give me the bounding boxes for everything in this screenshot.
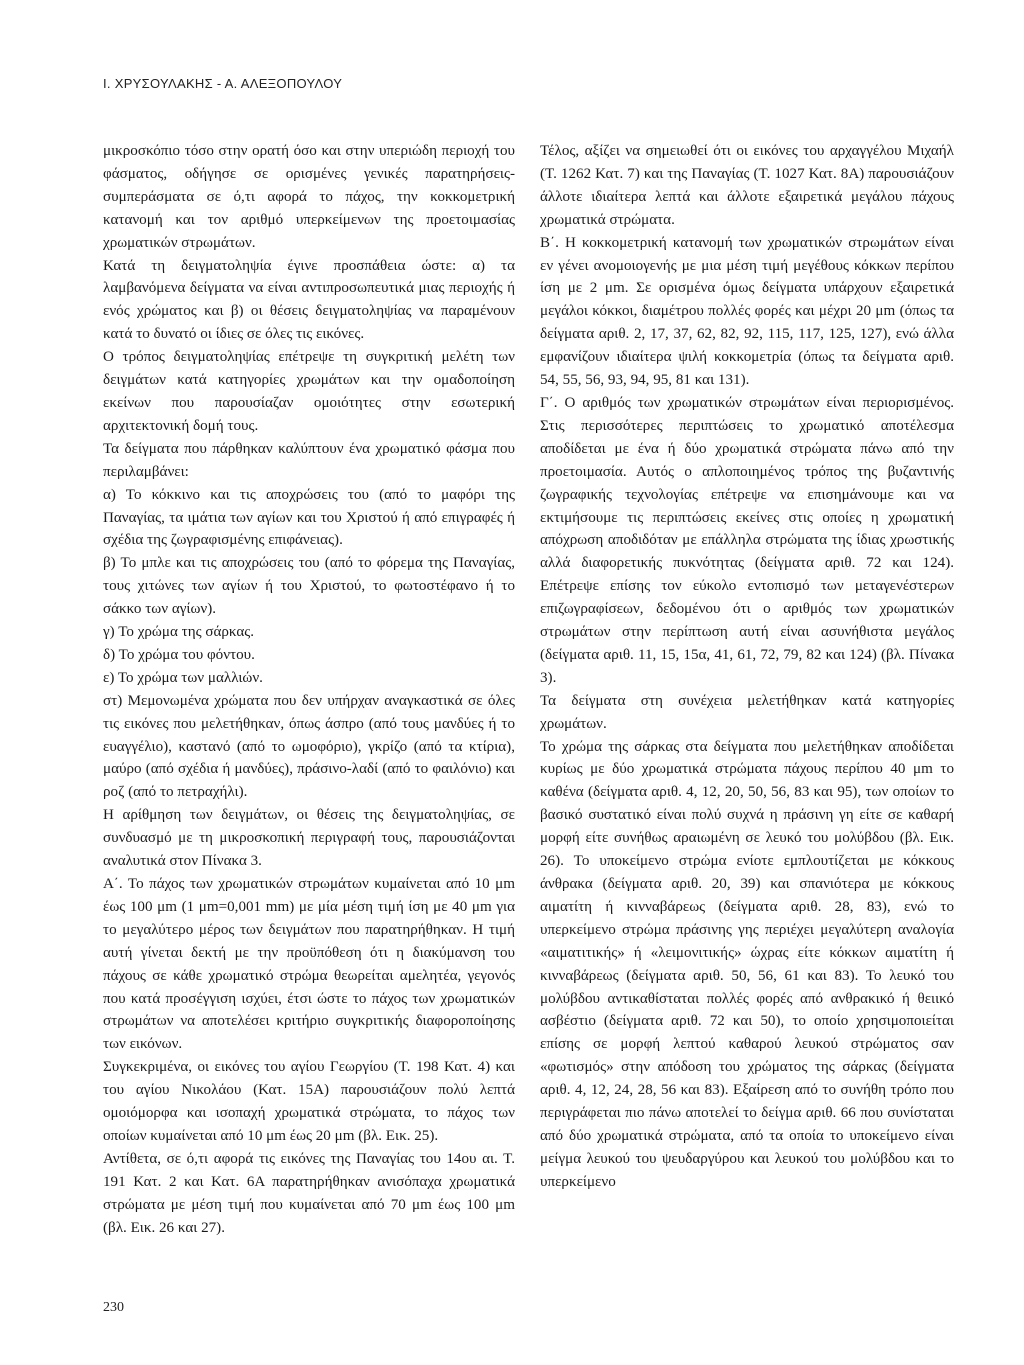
list-item: β) Το μπλε και τις αποχρώσεις του (από το φόρεμα της Παναγίας, τους χιτώνες των αγίων ή του Χριστού, το φωτοστέφανο ή το σάκκο των αγίων). [103,555,515,618]
paragraph: Το χρώμα της σάρκας στα δείγματα που μελετήθηκαν αποδίδεται κυρίως με δύο χρωματικά στρώματα πάχους περίπου 40 μm το καθένα (δείγματα αριθ. 4, 12, 20, 50, 56, 83 και 95), των οποίων το βασικό συστατικό είναι πολύ συχνά η πράσινη γη είτε σε καθαρή μορφή είτε συνήθως αραιωμένη σε λευκό του μολύβδου (βλ. Εικ. 26). Το υποκείμενο στρώμα ενίοτε εμπλουτίζεται με κόκκους άνθρακα (δείγματα αριθ. 20, 39) και σπανιότερα με κόκκους αιματίτη ή κινναβάρεως (δείγματα αριθ. 28, 83), ενώ το υπερκείμενο στρώμα πράσινης γης περιέχει μεγαλύτερη αναλογία «αιματιτικής» ή «λειμονιτικής» ώχρας είτε κόκκων αιματίτη ή κινναβάρεως (δείγματα αριθ. 50, 56, 61 και 83). Το λευκό του μολύβδου αντικαθίσταται πολλές φορές από ανθρακικό ή θειικό ασβέστιο (δείγματα αριθ. 72 και 50), το οποίο χρησιμοποιείται επίσης σε μορφή λεπτού καθαρού λευκού στρώματος σαν «φωτισμός» στην απόδοση του χρώματος της σάρκας (δείγματα αριθ. 4, 12, 24, 28, 56 και 83). Εξαίρεση από το συνήθη τρόπο που περιγράφεται πιο πάνω αποτελεί το δείγμα αριθ. 66 που συνίσταται από δύο χρωματικά στρώματα, από τα οποία το υποκείμενο είναι μείγμα λευκού του ψευδαργύρου και λευκού του μολύβδου και το υπερκείμενο [540,738,954,1190]
paragraph: Η αρίθμηση των δειγμάτων, οι θέσεις της δειγματοληψίας, σε συνδυασμό με τη μικροσκοπική περιγραφή τους, παρουσιάζονται αναλυτικά στον Πίνακα 3. [103,807,515,870]
list-item: ε) Το χρώμα των μαλλιών. [103,669,263,686]
paragraph: μικροσκόπιο τόσο στην ορατή όσο και στην υπεριώδη περιοχή του φάσματος, οδήγησε σε ορισμένες γενικές παρατηρήσεις-συμπεράσματα σε ό,τι αφορά το πάχος, την κοκκομετρική κατανομή και τον αριθμό υπερκείμενων της προετοιμασίας χρωματικών στρωμάτων. [103,143,515,251]
paragraph: Ο τρόπος δειγματοληψίας επέτρεψε τη συγκριτική μελέτη των δειγμάτων κατά κατηγορίες χρωμάτων και την ομαδοποίηση εκείνων που παρουσίαζαν ομοιότητες στην εσωτερική αρχιτεκτονική δομή τους. [103,349,515,434]
paragraph: Τα δείγματα που πάρθηκαν καλύπτουν ένα χρωματικό φάσμα που περιλαμβάνει: [103,440,515,480]
list-item: α) Το κόκκινο και τις αποχρώσεις του (από το μαφόρι της Παναγίας, τα ιμάτια των αγίων και του Χριστού ή από επιγραφές ή σχέδια της ζωγραφισμένης επιφάνειας). [103,486,515,549]
list-item: γ) Το χρώμα της σάρκας. [103,624,255,641]
paragraph: Τέλος, αξίζει να σημειωθεί ότι οι εικόνες του αρχαγγέλου Μιχαήλ (Τ. 1262 Κατ. 7) και της Παναγίας (Τ. 1027 Κατ. 8Α) παρουσιάζουν άλλοτε ιδιαίτερα λεπτά και άλλοτε εξαιρετικά μεγάλου πάχους χρωματικά στρώματα. [540,143,954,228]
paragraph: Συγκεκριμένα, οι εικόνες του αγίου Γεωργίου (Τ. 198 Κατ. 4) και του αγίου Νικολάου (Κατ. 15Α) παρουσιάζουν πολύ λεπτά ομοιόμορφα και ισοπαχή χρωματικά στρώματα, το πάχος των οποίων κυμαίνεται από 10 μm έως 20 μm (βλ. Εικ. 25). [103,1059,515,1144]
paragraph: Κατά τη δειγματοληψία έγινε προσπάθεια ώστε: α) τα λαμβανόμενα δείγματα να είναι αντιπροσωπευτικά μιας περιοχής ή ενός χρώματος και β) οι θέσεις δειγματοληψίας να παραμένουν κατά το δυνατό οι ίδιες σε όλες τις εικόνες. [103,257,515,343]
paragraph: Αντίθετα, σε ό,τι αφορά τις εικόνες της Παναγίας του 14ου αι. Τ. 191 Κατ. 2 και Κατ. 6Α παρατηρήθηκαν ανισόπαχα χρωματικά στρώματα με μέση τιμή που κυμαίνεται από 70 μm έως 100 μm (βλ. Εικ. 26 και 27). [103,1150,515,1236]
left-column [103,140,515,1240]
list-item: δ) Το χρώμα του φόντου. [103,646,255,663]
paragraph: Β΄. Η κοκκομετρική κατανομή των χρωματικών στρωμάτων είναι εν γένει ανομοιογενής με μια μέση τιμή μεγέθους κόκκων περίπου ίση με 2 μm. Σε ορισμένα όμως δείγματα υπάρχουν εξαιρετικά μεγάλοι κόκκοι, διαμέτρου πολλές φορές και μέχρι 20 μm (όπως τα δείγματα αριθ. 2, 17, 37, 62, 82, 92, 115, 117, 125, 127), ενώ άλλα εμφανίζουν ιδιαίτερα ψιλή κοκκομετρία (όπως τα δείγματα αριθ. 54, 55, 56, 93, 94, 95, 81 και 131). [540,234,954,389]
paragraph: Α΄. Το πάχος των χρωματικών στρωμάτων κυμαίνεται από 10 μm έως 100 μm (1 μm=0,001 mm) με μία μέση τιμή ίση με 40 μm για το μεγαλύτερο μέρος των δειγμάτων που παρατηρήθηκαν. Η τιμή αυτή γίνεται δεκτή με την προϋπόθεση ότι η διακύμανση του πάχους σε κάθε χρωματικό στρώμα θεωρείται αμελητέα, γεγονός που κατά προσέγγιση ισχύει, έτσι ώστε το πάχος των χρωματικών στρωμάτων να αποτελέσει κριτήριο συγκριτικής διαφοροποίησης των εικόνων. [103,876,515,1053]
running-head: Ι. ΧΡΥΣΟΥΛΑΚΗΣ - Α. ΑΛΕΞΟΠΟΥΛΟΥ [103,76,343,91]
list-item: στ) Μεμονωμένα χρώματα που δεν υπήρχαν αναγκαστικά σε όλες τις εικόνες που μελετήθηκαν, όπως άσπρο (από τους μανδύες ή το ευαγγέλιο), καστανό (από το ωμοφόριο), γκρίζο (από τα κτίρια), μαύρο (από σχέδια ή μανδύες), πράσινο-λαδί (από το φαιλόνιο) και ροζ (από το πετραχήλι). [103,692,515,801]
right-column [540,140,954,1194]
paragraph: Τα δείγματα στη συνέχεια μελετήθηκαν κατά κατηγορίες χρωμάτων. [540,692,954,732]
paragraph: Γ΄. Ο αριθμός των χρωματικών στρωμάτων είναι περιορισμένος. Στις περισσότερες περιπτώσεις το χρωματικό αποτέλεσμα αποδίδεται με ένα ή δύο χρωματικά στρώματα πάνω από την προετοιμασία. Αυτός ο απλοποιημένος τρόπος της βυζαντινής ζωγραφικής τεχνολογίας επέτρεψε να επισημάνουμε και να εκτιμήσουμε τις περιπτώσεις εκείνες στις οποίες η χρωματική απόχρωση αποδιδόταν με επάλληλα στρώματα της ίδιας χρωστικής αλλά διαφορετικής πυκνότητας (δείγματα αριθ. 72 και 124). Επέτρεψε επίσης τον εύκολο εντοπισμό των μεταγενέστερων επιζωγραφίσεων, δεδομένου ότι ο αριθμός των χρωματικών στρωμάτων στην περίπτωση αυτή είναι ασυνήθιστα μεγάλος (δείγματα αριθ. 11, 15, 15α, 41, 61, 72, 79, 82 και 124) (βλ. Πίνακα 3). [540,394,954,686]
page-number: 230 [103,1300,124,1315]
